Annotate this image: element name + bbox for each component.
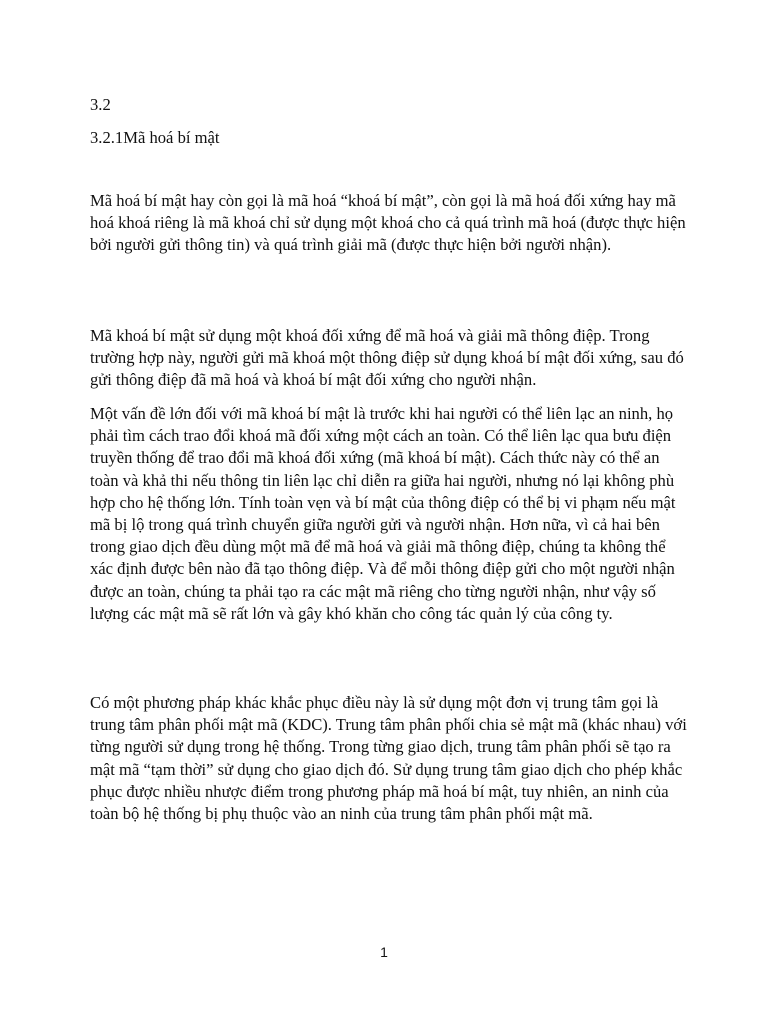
section-number: 3.2	[90, 95, 111, 114]
page-number: 1	[380, 944, 388, 960]
paragraph-intro: Mã hoá bí mật hay còn gọi là mã hoá “khoá bí mật”, còn gọi là mã hoá đối xứng hay mã hoá khoá riêng là mã khoá chỉ sử dụng một khoá cho cả quá trình mã hoá (được thực hiện bởi người gửi thông tin) và quá trình giải mã (được thực hiện bởi người nhận).	[90, 191, 686, 255]
paragraph-symmetric-key: Mã khoá bí mật sử dụng một khoá đối xứng để mã hoá và giải mã thông điệp. Trong trường hợp này, người gửi mã khoá một thông điệp sử dụng khoá bí mật đối xứng, sau đó gửi thông điệp đã mã hoá và khoá bí mật đối xứng cho người nhận.	[90, 326, 684, 390]
paragraph-key-exchange-problem: Một vấn đề lớn đối với mã khoá bí mật là trước khi hai người có thể liên lạc an ninh, họ phải tìm cách trao đổi khoá mã đối xứng một cách an toàn. Có thể liên lạc qua bưu điện truyền thống để trao đổi mã khoá đối xứng (mã khoá bí mật). Cách thức này có thể an toàn và khả thi nếu thông tin liên lạc chỉ diễn ra giữa hai người, nhưng nó lại không phù hợp cho hệ thống lớn. Tính toàn vẹn và bí mật của thông điệp có thể bị vi phạm nếu mật mã bị lộ trong quá trình chuyển giữa người gửi và người nhận. Hơn nữa, vì cả hai bên trong giao dịch đều dùng một mã để mã hoá và giải mã thông điệp, chúng ta không thể xác định được bên nào đã tạo thông điệp. Và để mỗi thông điệp gửi cho một người nhận được an toàn, chúng ta phải tạo ra các mật mã riêng cho từng người nhận, như vậy số lượng các mật mã sẽ rất lớn và gây khó khăn cho công tác quản lý của công ty.	[90, 404, 676, 623]
paragraph-kdc: Có một phương pháp khác khắc phục điều này là sử dụng một đơn vị trung tâm gọi là trung tâm phân phối mật mã (KDC). Trung tâm phân phối chia sẻ mật mã (khác nhau) với từng người sử dụng trong hệ thống. Trong từng giao dịch, trung tâm phân phối sẽ tạo ra mật mã “tạm thời” sử dụng cho giao dịch đó. Sử dụng trung tâm giao dịch cho phép khắc phục được nhiều nhược điểm trong phương pháp mã hoá bí mật, tuy nhiên, an ninh của toàn bộ hệ thống bị phụ thuộc vào an ninh của trung tâm phân phối mật mã.	[90, 693, 687, 824]
subsection-title: 3.2.1Mã hoá bí mật	[90, 128, 220, 147]
